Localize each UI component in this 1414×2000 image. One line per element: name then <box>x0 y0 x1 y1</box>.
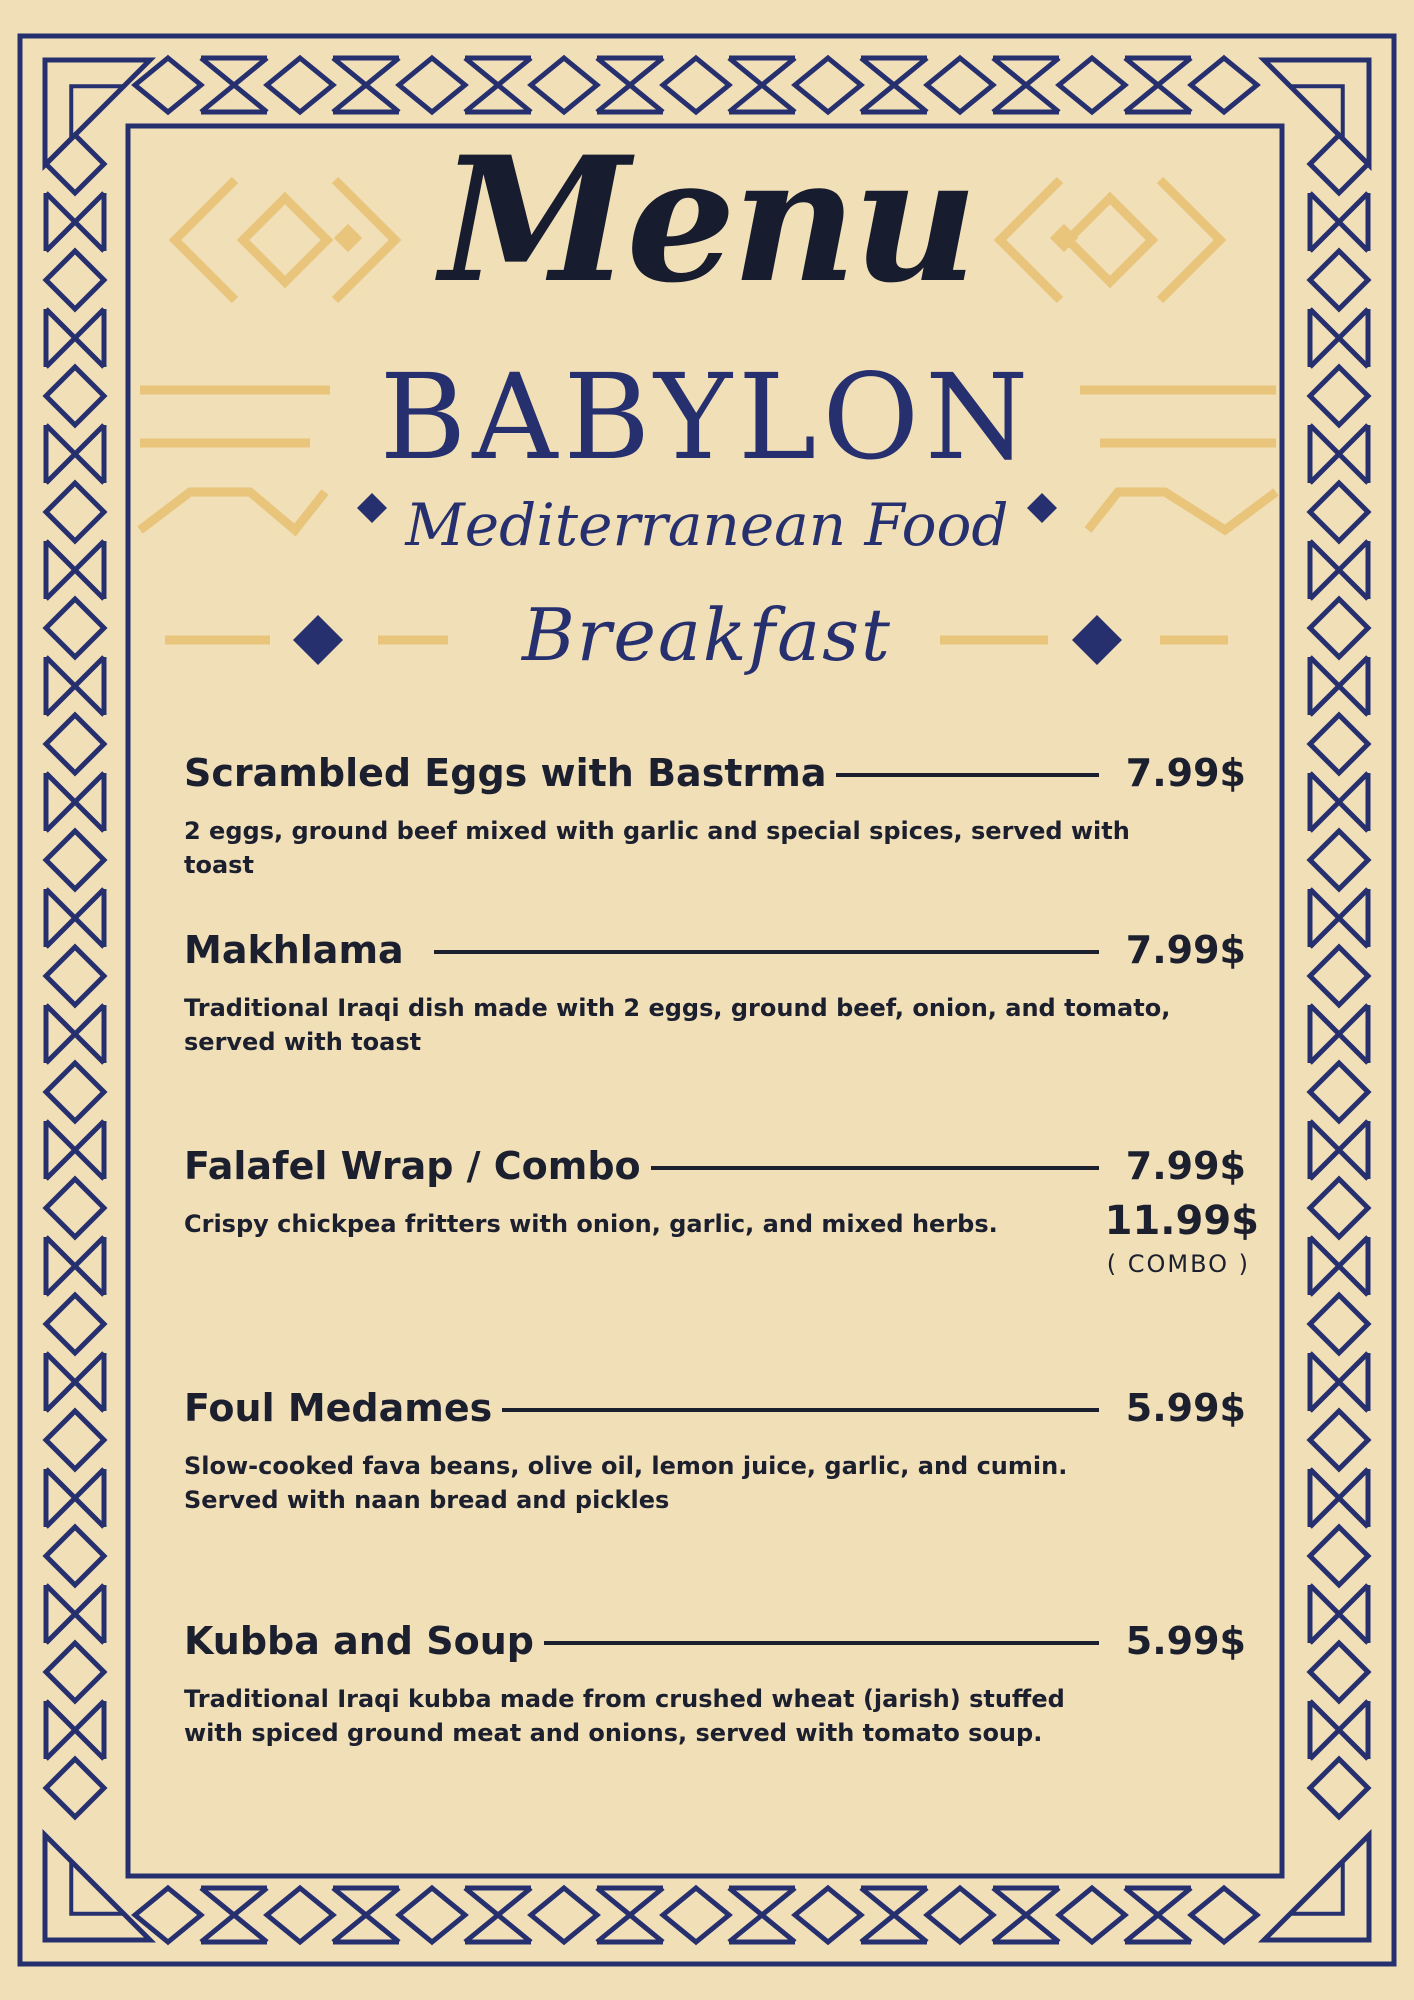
item-name: Foul Medames <box>184 1383 502 1433</box>
item-description: Traditional Iraqi dish made with 2 eggs, ground beef, onion, and tomato, served with toast <box>184 994 1171 1056</box>
menu-title: Menu <box>440 118 974 321</box>
item-name: Makhlama <box>184 925 426 975</box>
leader-line <box>434 1408 1099 1412</box>
item-description: 2 eggs, ground beef mixed with garlic and special spices, served with toast <box>184 817 1130 879</box>
leader-line <box>434 950 1099 954</box>
menu-item-makhlama <box>184 925 1264 1059</box>
item-price: 5.99$ <box>1125 1386 1246 1430</box>
item-description: Crispy chickpea fritters with onion, garlic, and mixed herbs. <box>184 1210 998 1238</box>
item-name: Kubba and Soup <box>184 1616 544 1666</box>
restaurant-name: BABYLON <box>379 348 1035 486</box>
item-name: Falafel Wrap / Combo <box>184 1141 651 1191</box>
combo-label: ( COMBO ) <box>1106 1250 1250 1278</box>
restaurant-subtitle: Mediterranean Food <box>405 491 1009 559</box>
item-price: 5.99$ <box>1125 1619 1246 1663</box>
item-name: Scrambled Eggs with Bastrma <box>184 748 836 798</box>
item-description: Traditional Iraqi kubba made from crushed wheat (jarish) stuffed with spiced ground meat and onions, served with tomato soup. <box>184 1685 1065 1747</box>
combo-price: 11.99$ <box>1104 1198 1259 1244</box>
item-price: 7.99$ <box>1125 928 1246 972</box>
item-price: 7.99$ <box>1125 1144 1246 1188</box>
menu-item-kubba-soup <box>184 1616 1264 1750</box>
menu-item-foul-medames <box>184 1383 1264 1517</box>
item-description: Slow-cooked fava beans, olive oil, lemon juice, garlic, and cumin. Served with naan bread and pickles <box>184 1452 1068 1514</box>
section-title: Breakfast <box>522 593 892 677</box>
item-price: 7.99$ <box>1125 751 1246 795</box>
menu-item-scrambled-eggs <box>184 748 1264 882</box>
menu-item-falafel <box>184 1141 1264 1278</box>
